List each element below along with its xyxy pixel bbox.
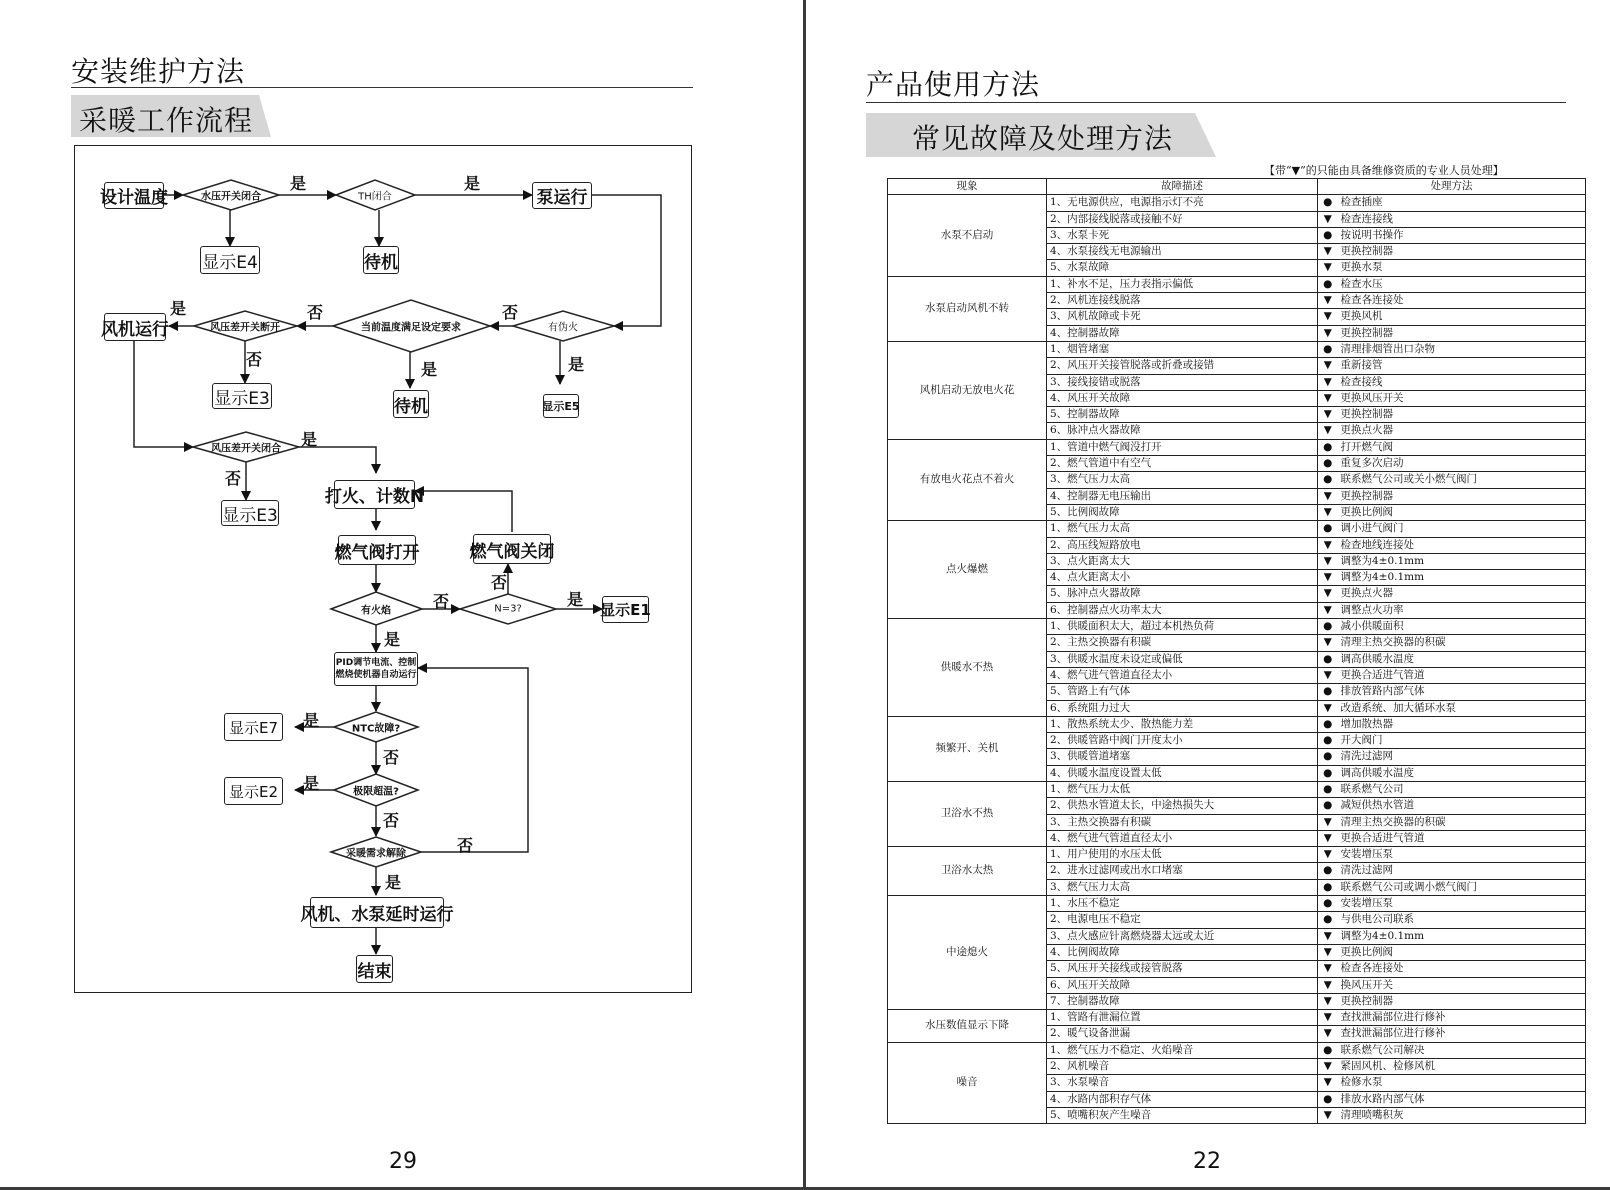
header-description: 故障描述 (1047, 179, 1318, 195)
table-row (888, 195, 1586, 211)
table-row (888, 781, 1586, 797)
marker-icon: ▼ (1318, 260, 1338, 276)
table-row (888, 439, 1586, 455)
over-temp-label: 极限超温? (353, 786, 399, 798)
table-row (888, 341, 1586, 357)
description-cell: 7、控制器故障 (1047, 993, 1318, 1009)
marker-icon: ▼ (1318, 847, 1338, 863)
marker-icon: ● (1318, 439, 1338, 455)
solution-cell: 更换点火器 (1338, 423, 1586, 439)
solution-cell: 调整点火功率 (1338, 602, 1586, 618)
description-cell: 4、比例阀故障 (1047, 944, 1318, 960)
solution-cell: 清理主热交换器的积碳 (1338, 814, 1586, 830)
description-cell: 1、用户使用的水压太低 (1047, 847, 1318, 863)
symptom-cell: 风机启动无放电火花 (888, 341, 1047, 439)
solution-cell: 检查各连接处 (1338, 961, 1586, 977)
standby-box-2: 待机 (393, 390, 429, 418)
no-label: 否 (383, 811, 400, 830)
fan-run-box: 风机运行 (104, 313, 166, 341)
marker-icon: ● (1318, 749, 1338, 765)
yes-label: 是 (421, 360, 438, 379)
page-divider (803, 0, 806, 1190)
description-cell: 2、暖气设备泄漏 (1047, 1026, 1318, 1042)
solution-cell: 查找泄漏部位进行修补 (1338, 1026, 1586, 1042)
right-tab-title: 常见故障及处理方法 (912, 122, 1174, 155)
description-cell: 1、燃气压力太低 (1047, 781, 1318, 797)
solution-cell: 与供电公司联系 (1338, 912, 1586, 928)
solution-cell: 开大阀门 (1338, 733, 1586, 749)
solution-cell: 清洗过滤网 (1338, 749, 1586, 765)
air-switch-open-label: 风压差开关断开 (210, 322, 280, 334)
description-cell: 3、水泵卡死 (1047, 227, 1318, 243)
table-row (888, 1042, 1586, 1058)
solution-cell: 安装增压泵 (1338, 896, 1586, 912)
description-cell: 5、水泵故障 (1047, 260, 1318, 276)
has-flame-label: 有火焰 (361, 605, 391, 617)
marker-icon: ▼ (1318, 423, 1338, 439)
solution-cell: 调高供暖水温度 (1338, 765, 1586, 781)
water-switch-label: 水压开关闭合 (201, 191, 261, 203)
air-switch-closed-label: 风压差开关闭合 (211, 443, 281, 455)
marker-icon: ● (1318, 456, 1338, 472)
solution-cell: 重新接管 (1338, 358, 1586, 374)
marker-icon: ▼ (1318, 244, 1338, 260)
left-tab-title: 采暖工作流程 (79, 104, 254, 137)
description-cell: 4、控制器无电压输出 (1047, 488, 1318, 504)
marker-icon: ● (1318, 227, 1338, 243)
description-cell: 1、管道中燃气阀没打开 (1047, 439, 1318, 455)
marker-icon: ▼ (1318, 830, 1338, 846)
solution-cell: 更换风机 (1338, 309, 1586, 325)
marker-icon: ▼ (1318, 358, 1338, 374)
marker-icon: ▼ (1318, 635, 1338, 651)
pid-line-1: PID调节电流、控制 (335, 658, 417, 668)
symptom-cell: 水泵启动风机不转 (888, 276, 1047, 341)
no-label: 否 (246, 350, 263, 369)
solution-cell: 清理主热交换器的积碳 (1338, 635, 1586, 651)
description-cell: 3、燃气压力太高 (1047, 472, 1318, 488)
table-row (888, 276, 1586, 292)
marker-icon: ● (1318, 716, 1338, 732)
description-cell: 2、主热交换器有积碳 (1047, 635, 1318, 651)
yes-label: 是 (303, 711, 320, 730)
no-label: 否 (225, 469, 242, 488)
marker-icon: ● (1318, 619, 1338, 635)
marker-icon: ● (1318, 651, 1338, 667)
marker-icon: ▼ (1318, 814, 1338, 830)
yes-label: 是 (303, 774, 320, 793)
solution-cell: 检查接线 (1338, 374, 1586, 390)
solution-cell: 打开燃气阀 (1338, 439, 1586, 455)
marker-icon: ▼ (1318, 1107, 1338, 1123)
solution-cell: 更换比例阀 (1338, 944, 1586, 960)
solution-cell: 清理排烟管出口杂物 (1338, 341, 1586, 357)
marker-icon: ● (1318, 684, 1338, 700)
table-row (888, 896, 1586, 912)
symptom-cell: 有放电火花点不着火 (888, 439, 1047, 520)
description-cell: 1、供暖面积太大，超过本机热负荷 (1047, 619, 1318, 635)
show-e4-box: 显示E4 (200, 246, 260, 274)
marker-icon: ● (1318, 521, 1338, 537)
left-section-title: 安装维护方法 (71, 55, 246, 88)
heat-demand-label: 采暖需求解除 (346, 848, 406, 860)
description-cell: 4、点火距离太小 (1047, 570, 1318, 586)
description-cell: 3、点火感应针离燃烧器太远或太近 (1047, 928, 1318, 944)
solution-cell: 重复多次启动 (1338, 456, 1586, 472)
fault-table (887, 178, 1586, 1124)
description-cell: 2、供热水管道太长，中途热损失大 (1047, 798, 1318, 814)
description-cell: 1、管路有泄漏位置 (1047, 1010, 1318, 1026)
solution-cell: 联系燃气公司或调小燃气阀门 (1338, 879, 1586, 895)
table-row (888, 1010, 1586, 1026)
marker-icon: ▼ (1318, 504, 1338, 520)
solution-cell: 按说明书操作 (1338, 227, 1586, 243)
description-cell: 1、烟管堵塞 (1047, 341, 1318, 357)
th-closed-label: TH闭合 (358, 191, 392, 203)
solution-cell: 清洗过滤网 (1338, 863, 1586, 879)
table-header-row (888, 179, 1586, 195)
marker-icon: ▼ (1318, 293, 1338, 309)
description-cell: 3、供暖管道堵塞 (1047, 749, 1318, 765)
description-cell: 4、燃气进气管道直径太小 (1047, 830, 1318, 846)
ntc-label: NTC故障? (351, 723, 401, 735)
marker-icon: ▼ (1318, 374, 1338, 390)
solution-cell: 更换合适进气管道 (1338, 667, 1586, 683)
description-cell: 2、内部接线脱落或接触不好 (1047, 211, 1318, 227)
show-e2-box: 显示E2 (224, 777, 283, 805)
symptom-cell: 中途熄火 (888, 896, 1047, 1010)
show-e5-box: 显示E5 (543, 394, 579, 418)
marker-icon: ▼ (1318, 1059, 1338, 1075)
description-cell: 2、供暖管路中阀门开度太小 (1047, 733, 1318, 749)
pump-run-box: 泵运行 (532, 182, 592, 209)
symptom-cell: 水压数值显示下降 (888, 1010, 1047, 1043)
description-cell: 3、燃气压力太高 (1047, 879, 1318, 895)
no-label: 否 (383, 748, 400, 767)
description-cell: 1、燃气压力太高 (1047, 521, 1318, 537)
description-cell: 3、点火距离太大 (1047, 553, 1318, 569)
marker-icon: ▼ (1318, 993, 1338, 1009)
description-cell: 2、电源电压不稳定 (1047, 912, 1318, 928)
table-row (888, 521, 1586, 537)
solution-cell: 联系燃气公司或关小燃气阀门 (1338, 472, 1586, 488)
description-cell: 5、管路上有气体 (1047, 684, 1318, 700)
marker-icon: ● (1318, 276, 1338, 292)
delay-run-box: 风机、水泵延时运行 (310, 897, 444, 928)
symptom-cell: 供暖水不热 (888, 619, 1047, 717)
no-label: 否 (307, 303, 324, 322)
right-section-title: 产品使用方法 (866, 68, 1041, 101)
description-cell: 4、水路内部积存气体 (1047, 1091, 1318, 1107)
marker-icon: ● (1318, 863, 1338, 879)
solution-cell: 增加散热器 (1338, 716, 1586, 732)
solution-cell: 联系燃气公司 (1338, 781, 1586, 797)
marker-icon: ▼ (1318, 944, 1338, 960)
marker-icon: ● (1318, 765, 1338, 781)
solution-cell: 更换比例阀 (1338, 504, 1586, 520)
marker-icon: ▼ (1318, 309, 1338, 325)
solution-cell: 更换控制器 (1338, 407, 1586, 423)
left-page-number: 29 (389, 1149, 417, 1174)
marker-icon: ● (1318, 733, 1338, 749)
n3-label: N=3? (494, 603, 522, 615)
solution-cell: 清理喷嘴积灰 (1338, 1107, 1586, 1123)
solution-cell: 检查插座 (1338, 195, 1586, 211)
solution-cell: 检查地线连接处 (1338, 537, 1586, 553)
description-cell: 4、控制器故障 (1047, 325, 1318, 341)
solution-cell: 检查水压 (1338, 276, 1586, 292)
description-cell: 2、燃气管道中有空气 (1047, 456, 1318, 472)
marker-icon: ▼ (1318, 537, 1338, 553)
marker-icon: ▼ (1318, 1026, 1338, 1042)
description-cell: 1、燃气压力不稳定、火焰噪音 (1047, 1042, 1318, 1058)
description-cell: 3、主热交换器有积碳 (1047, 814, 1318, 830)
header-symptom: 现象 (888, 179, 1047, 195)
show-e3-box-a: 显示E3 (212, 383, 272, 409)
marker-icon: ▼ (1318, 1075, 1338, 1091)
solution-cell: 安装增压泵 (1338, 847, 1586, 863)
yes-label: 是 (290, 174, 307, 193)
description-cell: 2、风压开关接管脱落或折叠或接错 (1047, 358, 1318, 374)
marker-icon: ● (1318, 781, 1338, 797)
solution-cell: 调整为4±0.1mm (1338, 553, 1586, 569)
description-cell: 1、补水不足，压力表指示偏低 (1047, 276, 1318, 292)
gas-valve-open-box: 燃气阀打开 (338, 535, 416, 565)
solution-cell: 调高供暖水温度 (1338, 651, 1586, 667)
description-cell: 5、喷嘴积灰产生噪音 (1047, 1107, 1318, 1123)
table-row (888, 847, 1586, 863)
marker-icon: ▼ (1318, 977, 1338, 993)
solution-cell: 更换控制器 (1338, 488, 1586, 504)
description-cell: 3、接线接错或脱落 (1047, 374, 1318, 390)
yes-label: 是 (568, 355, 585, 374)
marker-icon: ● (1318, 879, 1338, 895)
no-label: 否 (502, 303, 519, 322)
yes-label: 是 (385, 873, 402, 892)
description-cell: 4、燃气进气管道直径太小 (1047, 667, 1318, 683)
show-e1-box: 显示E1 (602, 596, 649, 623)
yes-label: 是 (384, 630, 401, 649)
marker-icon: ● (1318, 195, 1338, 211)
description-cell: 5、风压开关接线或接管脱落 (1047, 961, 1318, 977)
table-row (888, 619, 1586, 635)
solution-cell: 换风压开关 (1338, 977, 1586, 993)
description-cell: 1、散热系统太少、散热能力差 (1047, 716, 1318, 732)
solution-cell: 调小进气阀门 (1338, 521, 1586, 537)
description-cell: 6、风压开关故障 (1047, 977, 1318, 993)
marker-icon: ▼ (1318, 325, 1338, 341)
solution-cell: 更换水泵 (1338, 260, 1586, 276)
no-label: 否 (457, 836, 474, 855)
solution-cell: 紧固风机、检修风机 (1338, 1059, 1586, 1075)
yes-label: 是 (464, 174, 481, 193)
marker-icon: ● (1318, 1042, 1338, 1058)
symptom-cell: 卫浴水太热 (888, 847, 1047, 896)
description-cell: 3、水泵噪音 (1047, 1075, 1318, 1091)
marker-icon: ▼ (1318, 700, 1338, 716)
marker-icon: ● (1318, 896, 1338, 912)
marker-icon: ● (1318, 798, 1338, 814)
pid-line-2: 燃烧使机器自动运行 (335, 670, 417, 680)
solution-cell: 更换控制器 (1338, 244, 1586, 260)
marker-icon: ▼ (1318, 1010, 1338, 1026)
marker-icon: ▼ (1318, 553, 1338, 569)
marker-icon: ● (1318, 341, 1338, 357)
symptom-cell: 水泵不启动 (888, 195, 1047, 276)
service-note: 【带“▼”的只能由具备维修资质的专业人员处理】 (1264, 164, 1504, 177)
description-cell: 2、进水过滤网或出水口堵塞 (1047, 863, 1318, 879)
marker-icon: ▼ (1318, 570, 1338, 586)
marker-icon: ▼ (1318, 211, 1338, 227)
temp-check-label: 当前温度满足设定要求 (361, 322, 461, 334)
solution-cell: 检查各连接处 (1338, 293, 1586, 309)
marker-icon: ● (1318, 1091, 1338, 1107)
marker-icon: ▼ (1318, 667, 1338, 683)
description-cell: 1、水压不稳定 (1047, 896, 1318, 912)
marker-icon: ▼ (1318, 961, 1338, 977)
right-title-rule (866, 102, 1566, 103)
header-solution: 处理方法 (1318, 179, 1586, 195)
marker-icon: ▼ (1318, 602, 1338, 618)
solution-cell: 排放水路内部气体 (1338, 1091, 1586, 1107)
description-cell: 2、高压线短路放电 (1047, 537, 1318, 553)
solution-cell: 排放管路内部气体 (1338, 684, 1586, 700)
description-cell: 3、风机故障或卡死 (1047, 309, 1318, 325)
solution-cell: 更换风压开关 (1338, 390, 1586, 406)
end-box: 结束 (356, 955, 393, 983)
marker-icon: ▼ (1318, 928, 1338, 944)
yes-label: 是 (170, 299, 187, 318)
solution-cell: 减小供暖面积 (1338, 619, 1586, 635)
marker-icon: ▼ (1318, 586, 1338, 602)
description-cell: 4、水泵接线无电源输出 (1047, 244, 1318, 260)
marker-icon: ● (1318, 912, 1338, 928)
solution-cell: 更换控制器 (1338, 325, 1586, 341)
solution-cell: 更换点火器 (1338, 586, 1586, 602)
marker-icon: ▼ (1318, 407, 1338, 423)
description-cell: 6、脉冲点火器故障 (1047, 423, 1318, 439)
no-label: 否 (433, 592, 450, 611)
description-cell: 5、比例阀故障 (1047, 504, 1318, 520)
ignite-count-box: 打火、计数N (334, 480, 415, 509)
solution-cell: 检查连接线 (1338, 211, 1586, 227)
table-row (888, 716, 1586, 732)
description-cell: 3、供暖水温度未设定或偏低 (1047, 651, 1318, 667)
solution-cell: 联系燃气公司解决 (1338, 1042, 1586, 1058)
show-e7-box: 显示E7 (224, 713, 283, 741)
yes-label: 是 (567, 590, 584, 609)
solution-cell: 调整为4±0.1mm (1338, 570, 1586, 586)
solution-cell: 更换合适进气管道 (1338, 830, 1586, 846)
description-cell: 5、控制器故障 (1047, 407, 1318, 423)
show-e3-box-b: 显示E3 (221, 500, 279, 526)
solution-cell: 检修水泵 (1338, 1075, 1586, 1091)
solution-cell: 减短供热水管道 (1338, 798, 1586, 814)
description-cell: 5、脉冲点火器故障 (1047, 586, 1318, 602)
no-label: 否 (491, 573, 508, 592)
pid-control-box (334, 652, 418, 686)
false-fire-label: 有伪火 (548, 322, 578, 334)
solution-cell: 查找泄漏部位进行修补 (1338, 1010, 1586, 1026)
description-cell: 4、供暖水温度设置太低 (1047, 765, 1318, 781)
yes-label: 是 (301, 430, 318, 449)
symptom-cell: 频繁开、关机 (888, 716, 1047, 781)
symptom-cell: 卫浴水不热 (888, 781, 1047, 846)
marker-icon: ● (1318, 472, 1338, 488)
description-cell: 6、控制器点火功率太大 (1047, 602, 1318, 618)
description-cell: 2、风机噪音 (1047, 1059, 1318, 1075)
description-cell: 1、无电源供应，电源指示灯不亮 (1047, 195, 1318, 211)
gas-valve-close-box: 燃气阀关闭 (473, 534, 551, 564)
symptom-cell: 点火爆燃 (888, 521, 1047, 619)
description-cell: 6、系统阻力过大 (1047, 700, 1318, 716)
solution-cell: 改造系统、加大循环水泵 (1338, 700, 1586, 716)
right-page-number: 22 (1193, 1149, 1221, 1174)
description-cell: 2、风机连接线脱落 (1047, 293, 1318, 309)
left-page (0, 0, 804, 1190)
symptom-cell: 噪音 (888, 1042, 1047, 1123)
standby-box-1: 待机 (363, 246, 399, 274)
solution-cell: 调整为4±0.1mm (1338, 928, 1586, 944)
description-cell: 4、风压开关故障 (1047, 390, 1318, 406)
design-temp-box: 设计温度 (104, 182, 164, 209)
marker-icon: ▼ (1318, 390, 1338, 406)
marker-icon: ▼ (1318, 488, 1338, 504)
solution-cell: 更换控制器 (1338, 993, 1586, 1009)
flowchart-connectors (0, 0, 804, 1190)
